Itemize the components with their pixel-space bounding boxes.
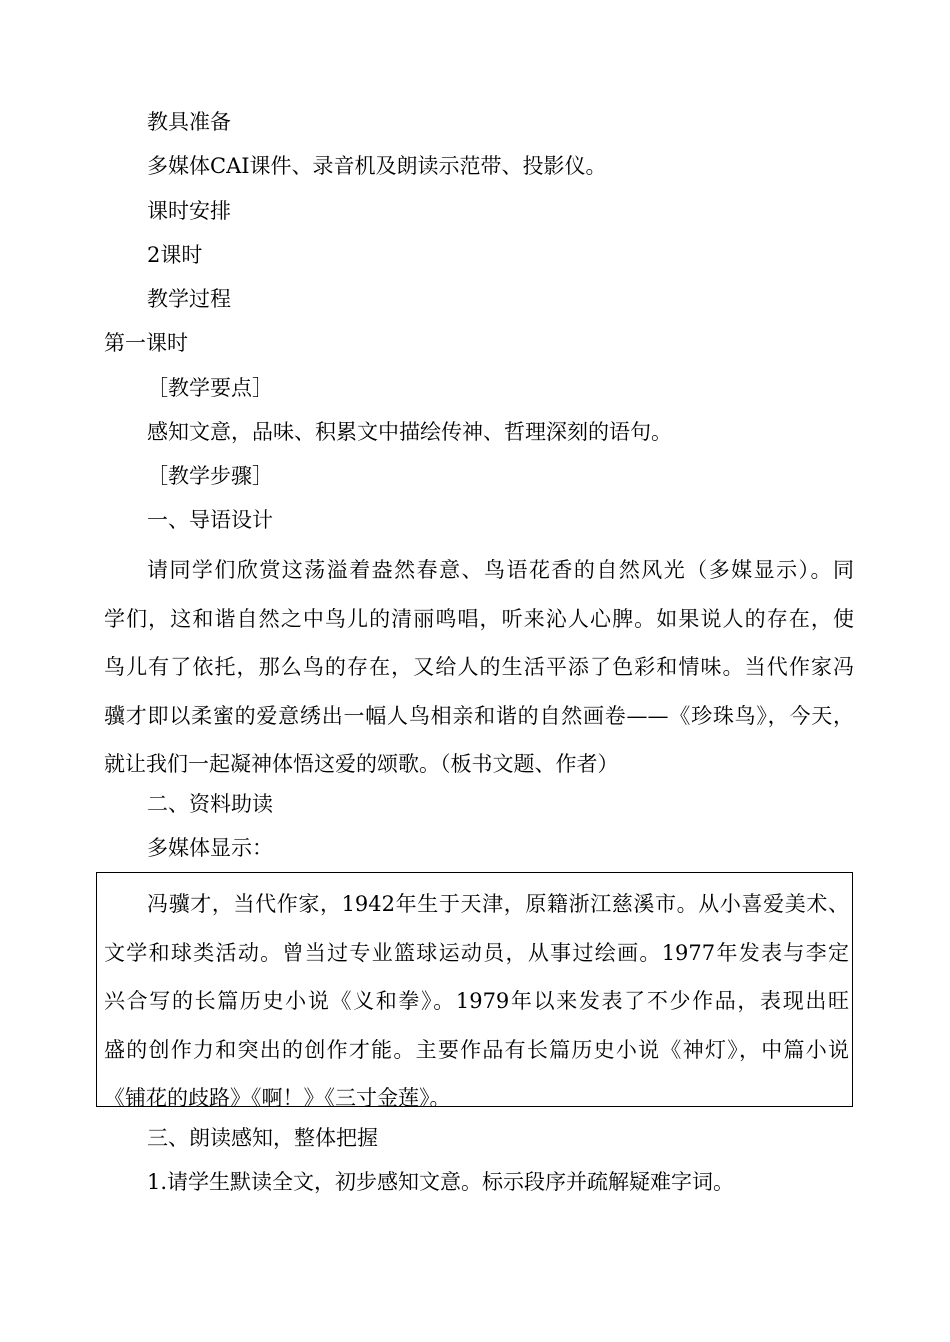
section-reference-reading: 二、资料助读 [147, 792, 273, 816]
intro-paragraph-line: 请同学们欣赏这荡溢着盎然春意、鸟语花香的自然风光（多媒显示）。同 [147, 558, 854, 582]
author-info-line: 盛的创作力和突出的创作才能。主要作品有长篇历史小说《神灯》，中篇小说 [104, 1037, 849, 1062]
teaching-aids-text: 多媒体CAI课件、录音机及朗读示范带、投影仪。 [147, 154, 607, 178]
heading-teaching-points: ［教学要点］ [147, 376, 273, 400]
heading-first-lesson: 第一课时 [104, 331, 188, 355]
multimedia-display-label: 多媒体显示： [147, 836, 273, 860]
author-info-line: 兴合写的长篇历史小说《义和拳》。1979年以来发表了不少作品，表现出旺 [104, 989, 849, 1013]
intro-paragraph-line: 骥才即以柔蜜的爱意绣出一幅人鸟相亲和谐的自然画卷——《珍珠鸟》，今天， [104, 703, 854, 728]
intro-paragraph-line: 学们，这和谐自然之中鸟儿的清丽鸣唱，听来沁人心脾。如果说人的存在，使 [104, 606, 854, 631]
author-info-text [104, 880, 849, 1123]
heading-teaching-aids: 教具准备 [147, 110, 231, 134]
intro-paragraph [104, 546, 854, 789]
heading-teaching-steps: ［教学步骤］ [147, 464, 273, 488]
intro-paragraph-line: 鸟儿有了依托，那么鸟的存在，又给人的生活平添了色彩和情味。当代作家冯 [104, 655, 854, 679]
intro-paragraph-line: 就让我们一起凝神体悟这爱的颂歌。（板书文题、作者） [104, 752, 619, 776]
heading-class-schedule: 课时安排 [147, 199, 231, 223]
author-info-line: 文学和球类活动。曾当过专业篮球运动员，从事过绘画。1977年发表与李定 [104, 940, 849, 965]
section-intro-design: 一、导语设计 [147, 508, 273, 532]
class-schedule-text: 2课时 [147, 243, 203, 267]
author-info-line: 《铺花的歧路》《啊！》《三寸金莲》。 [104, 1086, 451, 1110]
author-info-line: 冯骥才，当代作家，1942年生于天津，原籍浙江慈溪市。从小喜爱美术、 [147, 892, 849, 916]
heading-teaching-process: 教学过程 [147, 287, 231, 311]
teaching-points-text: 感知文意，品味、积累文中描绘传神、哲理深刻的语句。 [147, 420, 672, 444]
step-silent-reading: 1.请学生默读全文，初步感知文意。标示段序并疏解疑难字词。 [147, 1170, 735, 1194]
section-reading-perception: 三、朗读感知，整体把握 [147, 1126, 378, 1150]
